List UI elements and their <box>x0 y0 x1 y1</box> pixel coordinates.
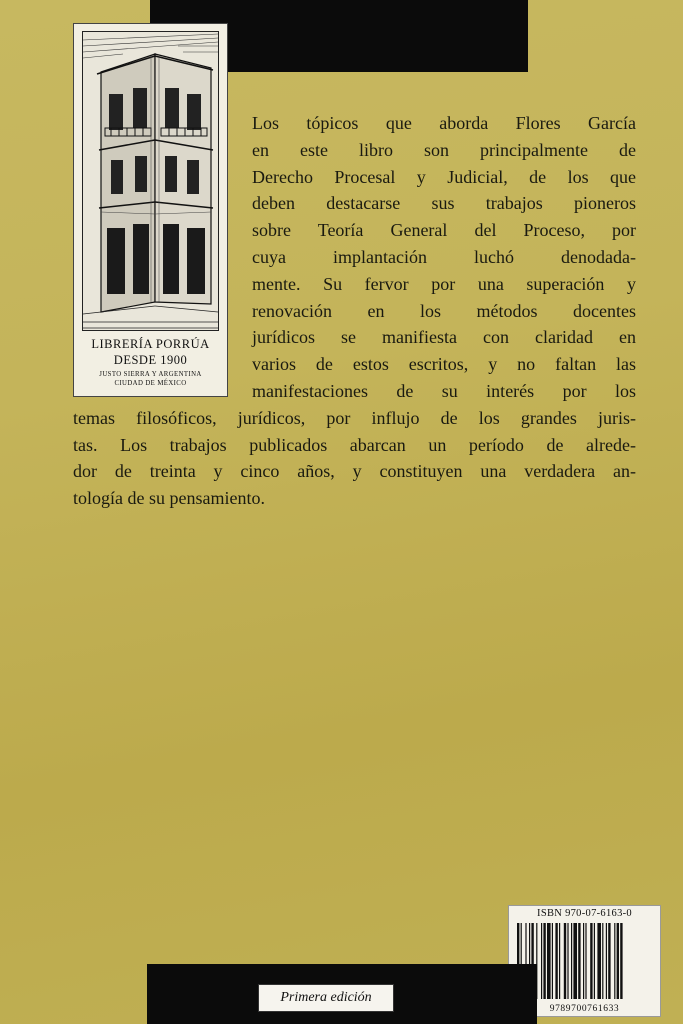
description-line: varios de estos escritos, y no faltan las <box>252 354 636 375</box>
description-line: tología de su pensamiento. <box>73 488 265 509</box>
publisher-since: DESDE 1900 <box>113 353 188 367</box>
book-description <box>73 110 636 512</box>
description-line: sobre Teoría General del Proceso, por <box>252 220 636 241</box>
description-line: jurídicos se manifiesta con claridad en <box>252 327 636 348</box>
edition-label: Primera edición <box>258 984 394 1012</box>
description-line: temas filosóficos, jurídicos, por influjo de los grandes juris- <box>73 407 636 428</box>
publisher-name: LIBRERÍA PORRÚA <box>91 337 210 351</box>
description-line: renovación en los métodos docentes <box>252 300 636 321</box>
description-line: en este libro son principalmente de <box>252 139 636 160</box>
description-line: deben destacarse sus trabajos pioneros <box>252 193 636 214</box>
description-line: Derecho Procesal y Judicial, de los que <box>252 166 636 187</box>
description-line: manifestaciones de su interés por los <box>252 380 636 401</box>
description-line: cuya implantación luchó denodada- <box>252 246 636 267</box>
barcode-number: 9789700761633 <box>549 1004 620 1014</box>
isbn-label: ISBN 970-07-6163-0 <box>537 908 632 919</box>
publisher-address-line2: CIUDAD DE MÉXICO <box>114 380 187 387</box>
description-line: Los tópicos que aborda Flores García <box>252 113 636 133</box>
description-line: mente. Su fervor por una superación y <box>252 273 636 294</box>
description-line: dor de treinta y cinco años, y constituyen una verdadera an- <box>73 461 636 482</box>
publisher-address-line1: JUSTO SIERRA Y ARGENTINA <box>99 371 202 378</box>
description-line: tas. Los trabajos publicados abarcan un período de alrede- <box>73 434 636 455</box>
